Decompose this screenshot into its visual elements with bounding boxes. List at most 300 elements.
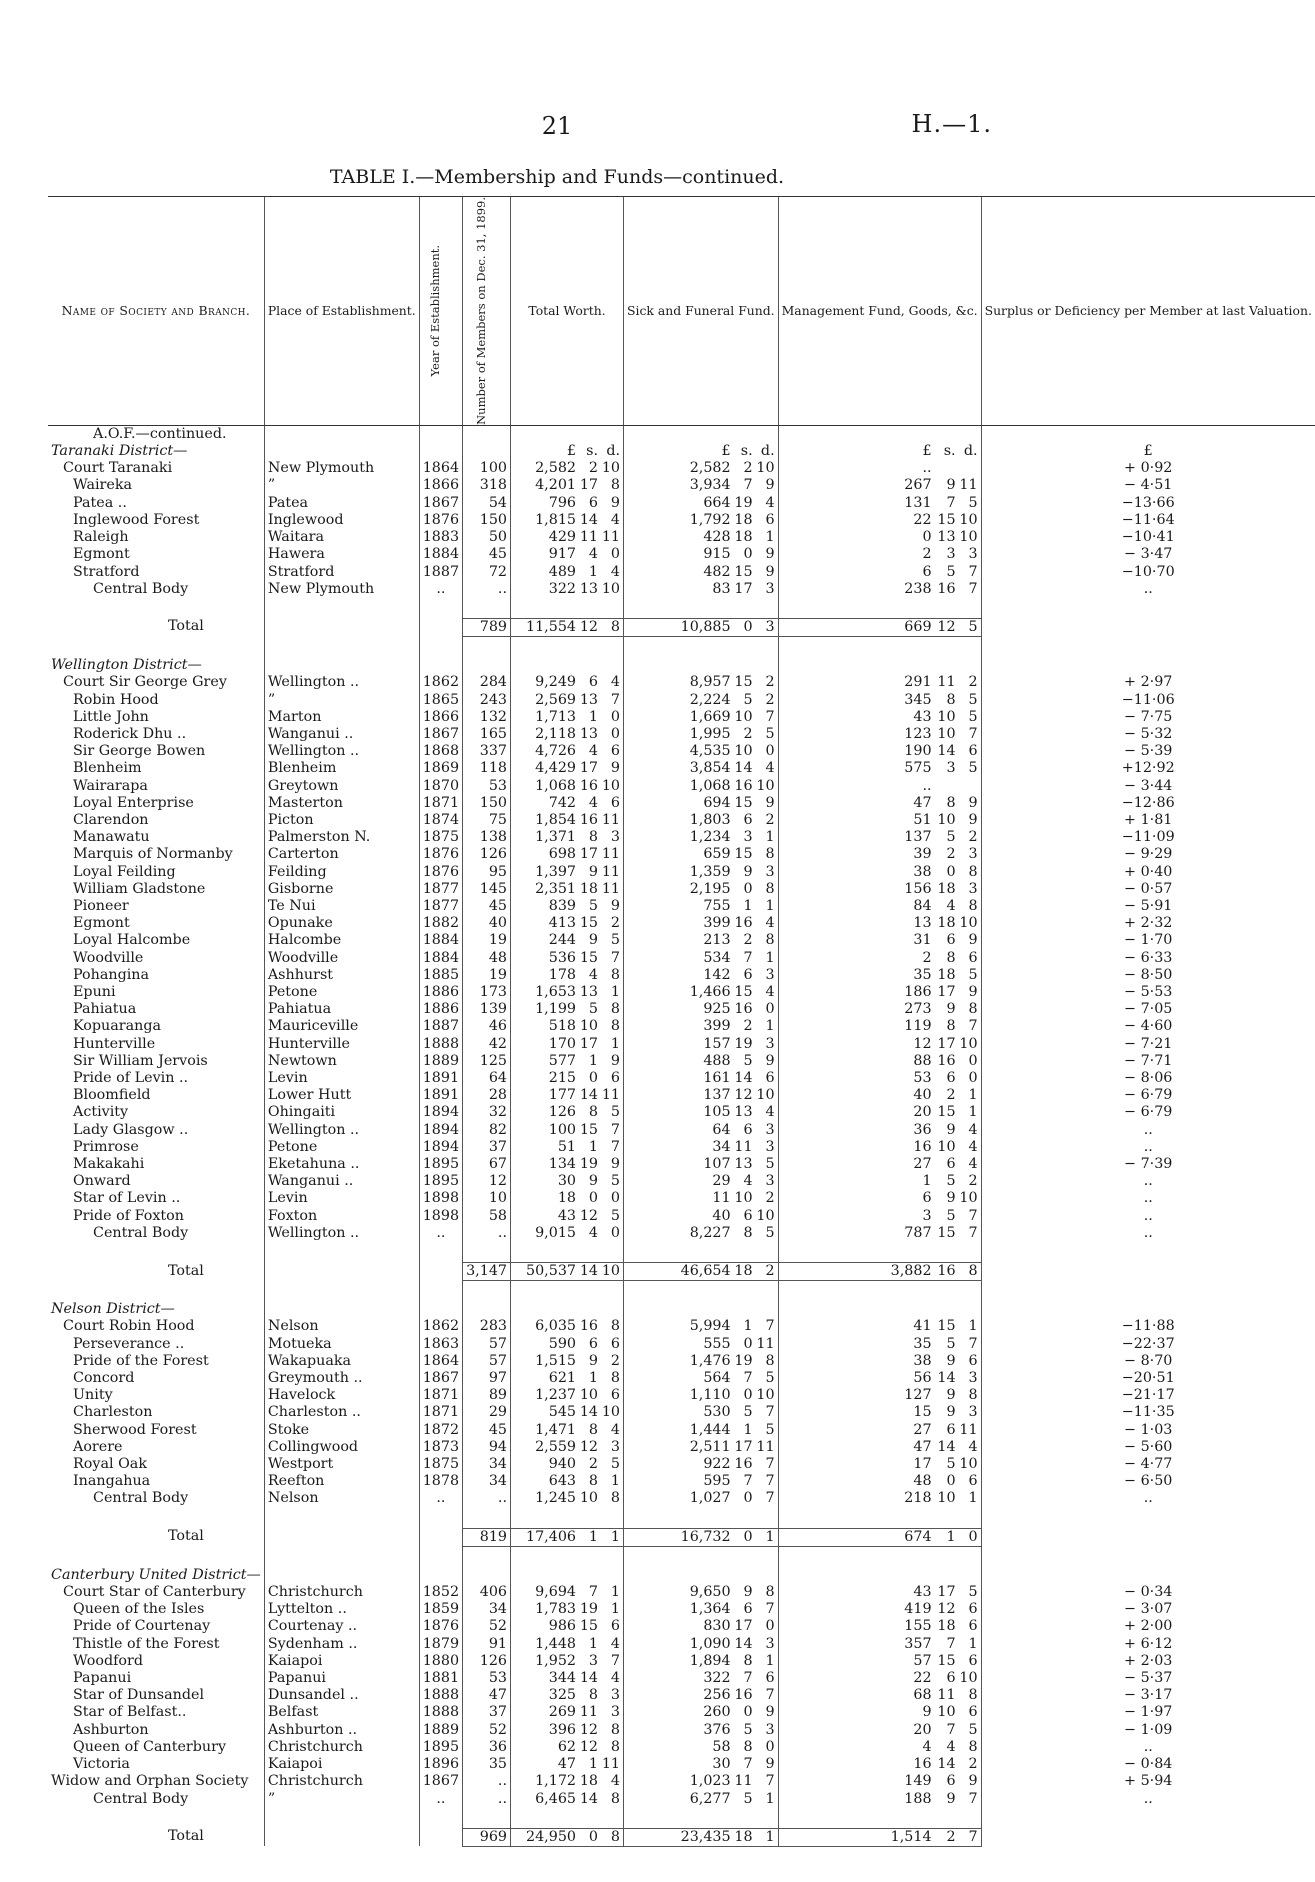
sick-cell: [624, 881, 779, 898]
pounds-value: 8,957: [689, 674, 731, 691]
branch-row: [48, 1336, 1315, 1353]
shillings-value: 15: [937, 1652, 956, 1669]
worth-cell: [511, 1828, 624, 1846]
shillings-value: [932, 778, 956, 795]
pounds-value: 11,554: [525, 618, 577, 635]
shillings-value: 19: [579, 1156, 599, 1172]
pence-value: 7: [968, 1018, 978, 1035]
pence-value: 1: [610, 1601, 621, 1618]
pence-value: 7: [610, 1121, 621, 1138]
branch-row: [48, 1722, 1315, 1739]
shillings-value: 12: [579, 1438, 599, 1455]
pence-value: 9: [610, 1156, 621, 1172]
sick-cell: [624, 1687, 779, 1704]
pence-value: 11: [601, 529, 621, 546]
pence-value: 7: [968, 1207, 978, 1224]
branch-name: Pride of the Forest: [73, 1352, 209, 1369]
shillings-value: 1: [743, 1421, 753, 1438]
shillings-value: 2: [743, 932, 753, 949]
member-count: 19: [463, 967, 511, 984]
worth-cell: [511, 864, 624, 881]
pence-value: 7: [968, 580, 978, 597]
pence-value: 1: [610, 1584, 621, 1601]
branch-name: Manawatu: [73, 829, 150, 846]
member-count: 126: [463, 846, 511, 863]
pounds-value: 376: [703, 1721, 731, 1738]
surplus-deficiency: − 5·91: [981, 898, 1315, 915]
pounds-value: 2,582: [689, 460, 731, 477]
pence-value: 3: [765, 580, 775, 597]
year-established: 1865: [419, 692, 462, 709]
shillings-value: 5: [946, 563, 956, 580]
pounds-value: 47: [557, 1756, 577, 1773]
empty-cell: [624, 1508, 779, 1529]
worth-cell: [511, 460, 624, 477]
shillings-value: 2: [743, 725, 753, 742]
empty-cell: [624, 1808, 779, 1829]
empty-cell: [981, 425, 1315, 443]
mgmt-cell: [778, 692, 981, 709]
member-count: 45: [463, 546, 511, 563]
member-count: 337: [463, 743, 511, 760]
branch-name: Inangahua: [73, 1473, 151, 1490]
shillings-value: 5: [743, 1790, 753, 1807]
branch-row: [48, 674, 1315, 691]
branch-row: [48, 564, 1315, 581]
pence-value: 0: [968, 1052, 978, 1069]
spacer-row: [48, 1281, 1315, 1302]
empty-cell: [778, 637, 981, 658]
pence-value: 8: [765, 880, 775, 897]
shillings-value: 8: [743, 1224, 753, 1241]
pounds-value: 56: [913, 1370, 932, 1387]
pence-value: 7: [765, 1490, 775, 1507]
worth-cell: [511, 1156, 624, 1173]
pounds-value: 127: [904, 1387, 932, 1404]
district-name: Wellington District—: [51, 657, 202, 674]
shillings-value: 1: [588, 1138, 599, 1155]
pence-value: 1: [610, 1035, 621, 1052]
empty-cell: [419, 598, 462, 619]
mgmt-cell: [778, 1528, 981, 1546]
year-established: 1878: [419, 1473, 462, 1490]
pence-value: 10: [756, 1087, 775, 1104]
pounds-value: 24,950: [525, 1828, 577, 1845]
spacer-row: [48, 637, 1315, 658]
pounds-value: 68: [913, 1687, 932, 1704]
empty-cell: [981, 1567, 1315, 1584]
member-count: 67: [463, 1156, 511, 1173]
shillings-value: 9: [946, 1790, 956, 1807]
sick-cell: [624, 1618, 779, 1635]
pence-value: 0: [765, 1618, 775, 1635]
total-label: Total: [168, 618, 204, 635]
shillings-value: 0: [743, 1528, 753, 1545]
pounds-value: 1,476: [689, 1352, 731, 1369]
worth-cell: [511, 881, 624, 898]
pounds-value: 256: [703, 1687, 731, 1704]
shillings-value: 1: [588, 708, 599, 725]
pounds-value: 269: [548, 1704, 577, 1721]
shillings-value: 11: [579, 529, 599, 546]
year-established: 1867: [419, 726, 462, 743]
shillings-value: 6: [743, 1601, 753, 1618]
pounds-value: 1,448: [535, 1635, 577, 1652]
branch-name: Hunterville: [73, 1035, 156, 1052]
place-of-establishment: Nelson: [264, 1490, 419, 1507]
member-count: ..: [463, 1791, 511, 1808]
empty-cell: [778, 657, 981, 674]
pence-value: 5: [968, 708, 978, 725]
branch-row: [48, 726, 1315, 743]
surplus-deficiency: ..: [981, 581, 1315, 598]
branch-row: [48, 1704, 1315, 1721]
branch-row: [48, 1018, 1315, 1035]
shillings-value: 0: [743, 546, 753, 563]
year-established: 1895: [419, 1156, 462, 1173]
sick-cell: [624, 1704, 779, 1721]
sick-cell: [624, 984, 779, 1001]
empty-cell: [624, 1301, 779, 1318]
shillings-value: 12: [579, 1738, 599, 1755]
currency-units: [778, 443, 981, 460]
pounds-value: 16: [913, 1138, 932, 1155]
pence-value: 3: [765, 1173, 775, 1190]
surplus-deficiency: ..: [981, 1208, 1315, 1225]
sick-cell: [624, 1422, 779, 1439]
sick-cell: [624, 477, 779, 494]
pence-value: 7: [610, 691, 621, 708]
pence-value: 4: [968, 1156, 978, 1172]
branch-name: Thistle of the Forest: [73, 1635, 220, 1652]
pence-value: 10: [756, 460, 775, 477]
shillings-value: 9: [946, 1387, 956, 1404]
shillings-value: 14: [579, 1404, 599, 1421]
pence-value: 8: [610, 1738, 621, 1755]
member-count: 29: [463, 1404, 511, 1421]
empty-cell: [511, 1301, 624, 1318]
pounds-value: 123: [904, 725, 932, 742]
member-count: 48: [463, 950, 511, 967]
pence-value: 8: [610, 1370, 621, 1387]
worth-cell: [511, 495, 624, 512]
currency-units: [624, 443, 779, 460]
shillings-value: 10: [937, 1704, 956, 1721]
pence-value: 2: [968, 1756, 978, 1773]
pence-value: 3: [610, 1687, 621, 1704]
mgmt-cell: [778, 760, 981, 777]
pounds-value: 564: [703, 1370, 731, 1387]
shillings-value: 7: [946, 1721, 956, 1738]
shillings-value: 3: [743, 829, 753, 846]
sick-cell: [624, 915, 779, 932]
pence-value: 10: [601, 580, 621, 597]
mgmt-cell: [778, 846, 981, 863]
unit-label: d.: [760, 443, 775, 460]
branch-name: Pride of Levin ..: [73, 1069, 189, 1086]
branch-name: Onward: [73, 1173, 131, 1190]
shillings-value: 5: [946, 1207, 956, 1224]
place-of-establishment: Pahiatua: [264, 1001, 419, 1018]
pounds-value: 698: [548, 846, 577, 863]
member-count: 36: [463, 1739, 511, 1756]
pence-value: 9: [610, 897, 621, 914]
pence-value: 11: [601, 880, 621, 897]
shillings-value: 0: [743, 880, 753, 897]
pounds-value: 4,429: [535, 760, 577, 777]
pence-value: 3: [765, 966, 775, 983]
pounds-value: 545: [548, 1404, 577, 1421]
branch-row: [48, 881, 1315, 898]
shillings-value: 10: [579, 1387, 599, 1404]
shillings-value: 15: [937, 1224, 956, 1241]
pounds-value: 0: [922, 529, 932, 546]
pounds-value: 4,201: [535, 477, 577, 494]
worth-cell: [511, 726, 624, 743]
mgmt-cell: [778, 1018, 981, 1035]
mgmt-cell: [778, 1353, 981, 1370]
pounds-value: 1,110: [689, 1387, 731, 1404]
year-established: 1873: [419, 1439, 462, 1456]
sick-cell: [624, 709, 779, 726]
shillings-value: 17: [579, 846, 599, 863]
pounds-value: 41: [913, 1318, 932, 1335]
branch-row: [48, 1036, 1315, 1053]
shillings-value: 6: [946, 1670, 956, 1687]
place-of-establishment: Stratford: [264, 564, 419, 581]
pence-value: 0: [610, 708, 621, 725]
member-count: 46: [463, 1018, 511, 1035]
empty-cell: [419, 1263, 462, 1281]
shillings-value: 17: [937, 1584, 956, 1601]
branch-name: Primrose: [73, 1138, 139, 1155]
pounds-value: 134: [548, 1156, 577, 1172]
place-of-establishment: Christchurch: [264, 1739, 419, 1756]
pence-value: 3: [610, 1704, 621, 1721]
pence-value: 8: [765, 1584, 775, 1601]
branch-name: Robin Hood: [73, 691, 159, 708]
place-of-establishment: ”: [264, 1791, 419, 1808]
pounds-value: 1,371: [535, 829, 577, 846]
shillings-value: 9: [946, 1352, 956, 1369]
shillings-value: 2: [946, 846, 956, 863]
pence-value: 10: [756, 1207, 775, 1224]
pence-value: 10: [601, 1404, 621, 1421]
mgmt-cell: [778, 1156, 981, 1173]
place-of-establishment: Woodville: [264, 950, 419, 967]
worth-cell: [511, 812, 624, 829]
sick-cell: [624, 674, 779, 691]
year-established: 1898: [419, 1190, 462, 1207]
empty-cell: [981, 637, 1315, 658]
year-established: 1870: [419, 778, 462, 795]
mgmt-cell: [778, 564, 981, 581]
worth-cell: [511, 692, 624, 709]
shillings-value: 8: [588, 829, 599, 846]
place-of-establishment: Levin: [264, 1070, 419, 1087]
mgmt-cell: [778, 898, 981, 915]
pounds-value: 429: [548, 529, 577, 546]
empty-cell: [419, 657, 462, 674]
mgmt-cell: [778, 1473, 981, 1490]
pounds-value: 16,732: [680, 1528, 731, 1545]
mgmt-cell: [778, 581, 981, 598]
branch-name: Egmont: [73, 915, 130, 932]
pounds-value: 664: [703, 494, 731, 511]
pence-value: 1: [968, 1104, 978, 1121]
shillings-value: 2: [946, 1087, 956, 1104]
pence-value: 2: [765, 1190, 775, 1207]
member-count: 50: [463, 529, 511, 546]
district-name: Taranaki District—: [51, 443, 188, 460]
pence-value: 3: [765, 863, 775, 880]
surplus-deficiency: − 5·53: [981, 984, 1315, 1001]
branch-name: Sir William Jervois: [73, 1052, 208, 1069]
pence-value: 4: [610, 511, 621, 528]
member-count: 10: [463, 1190, 511, 1207]
empty-cell: [981, 618, 1315, 636]
member-count: ..: [463, 1225, 511, 1242]
pounds-value: 36: [913, 1121, 932, 1138]
place-of-establishment: Waitara: [264, 529, 419, 546]
sick-cell: [624, 1173, 779, 1190]
year-established: 1863: [419, 1336, 462, 1353]
empty-cell: [778, 1808, 981, 1829]
pence-value: 1: [765, 1018, 775, 1035]
empty-cell: [419, 1242, 462, 1263]
branch-name: Pahiatua: [73, 1001, 137, 1018]
branch-name: Lady Glasgow ..: [73, 1121, 189, 1138]
pounds-value: 674: [904, 1528, 932, 1545]
heading-row: [48, 1301, 1315, 1318]
mgmt-cell: [778, 1336, 981, 1353]
pounds-value: 22: [913, 1670, 932, 1687]
shillings-value: 18: [579, 880, 599, 897]
shillings-value: 16: [579, 811, 599, 828]
sick-cell: [624, 1653, 779, 1670]
pounds-value: 986: [548, 1618, 577, 1635]
branch-row: [48, 967, 1315, 984]
empty-cell: [624, 1567, 779, 1584]
place-of-establishment: Opunake: [264, 915, 419, 932]
shillings-value: 15: [937, 1318, 956, 1335]
total-label: Total: [168, 1828, 204, 1845]
pounds-value: 53: [913, 1069, 932, 1086]
pounds-value: 2,195: [689, 880, 731, 897]
pence-value: 6: [765, 1069, 775, 1086]
sick-cell: [624, 1791, 779, 1808]
branch-name: Activity: [73, 1104, 129, 1121]
empty-cell: [981, 1263, 1315, 1281]
pounds-value: 922: [703, 1456, 731, 1473]
sick-cell: [624, 932, 779, 949]
sick-cell: [624, 1404, 779, 1421]
branch-name: Perseverance ..: [73, 1335, 185, 1352]
empty-cell: [264, 425, 419, 443]
shillings-value: 13: [579, 580, 599, 597]
year-established: 1884: [419, 950, 462, 967]
pence-value: 4: [765, 915, 775, 932]
worth-cell: [511, 829, 624, 846]
place-of-establishment: Newtown: [264, 1053, 419, 1070]
total-members: 819: [463, 1528, 511, 1546]
empty-cell: [419, 1828, 462, 1846]
shillings-value: 10: [937, 1138, 956, 1155]
place-of-establishment: Collingwood: [264, 1439, 419, 1456]
shillings-value: 5: [588, 897, 599, 914]
surplus-deficiency: − 5·32: [981, 726, 1315, 743]
pounds-value: 218: [904, 1490, 932, 1507]
place-of-establishment: Petone: [264, 984, 419, 1001]
pence-value: 8: [610, 477, 621, 494]
year-established: 1864: [419, 1353, 462, 1370]
mgmt-cell: [778, 1722, 981, 1739]
surplus-deficiency: −21·17: [981, 1387, 1315, 1404]
unit-label: £: [721, 443, 731, 460]
header-place: Place of Establishment.: [264, 197, 419, 426]
pence-value: 7: [610, 949, 621, 966]
pounds-value: 2,569: [535, 691, 577, 708]
worth-cell: [511, 1139, 624, 1156]
pence-value: 10: [959, 1190, 978, 1207]
pounds-value: 100: [548, 1121, 577, 1138]
worth-cell: [511, 581, 624, 598]
surplus-deficiency: − 7·21: [981, 1036, 1315, 1053]
member-count: 72: [463, 564, 511, 581]
pounds-value: 5,994: [689, 1318, 731, 1335]
year-established: 1867: [419, 1370, 462, 1387]
shillings-value: 6: [946, 1156, 956, 1172]
branch-row: [48, 864, 1315, 881]
pence-value: 11: [756, 1335, 775, 1352]
member-count: ..: [463, 1773, 511, 1790]
pence-value: 9: [765, 1756, 775, 1773]
pence-value: 6: [610, 1069, 621, 1086]
pounds-value: 34: [712, 1138, 731, 1155]
branch-row: [48, 1439, 1315, 1456]
pounds-value: 482: [703, 563, 731, 580]
shillings-value: 10: [937, 811, 956, 828]
pounds-value: 590: [548, 1335, 577, 1352]
sick-cell: [624, 1601, 779, 1618]
pounds-value: 399: [703, 1018, 731, 1035]
place-of-establishment: Kaiapoi: [264, 1756, 419, 1773]
pence-value: 8: [610, 1490, 621, 1507]
pence-value: 7: [968, 725, 978, 742]
place-of-establishment: Wellington ..: [264, 1122, 419, 1139]
pence-value: 9: [610, 494, 621, 511]
pounds-value: 1,444: [689, 1421, 731, 1438]
worth-cell: [511, 1584, 624, 1601]
pence-value: 5: [610, 1104, 621, 1121]
year-established: 1859: [419, 1601, 462, 1618]
shillings-value: 4: [588, 1224, 599, 1241]
branch-row: [48, 984, 1315, 1001]
empty-cell: [48, 1546, 264, 1567]
empty-cell: [419, 637, 462, 658]
total-members: 3,147: [463, 1263, 511, 1281]
pounds-value: 6: [922, 1190, 932, 1207]
year-established: 1879: [419, 1636, 462, 1653]
sick-cell: [624, 1318, 779, 1335]
worth-cell: [511, 915, 624, 932]
pence-value: 5: [765, 725, 775, 742]
shillings-value: 15: [734, 794, 753, 811]
surplus-deficiency: − 7·71: [981, 1053, 1315, 1070]
place-of-establishment: Dunsandel ..: [264, 1687, 419, 1704]
member-count: 139: [463, 1001, 511, 1018]
surplus-deficiency: −13·66: [981, 495, 1315, 512]
